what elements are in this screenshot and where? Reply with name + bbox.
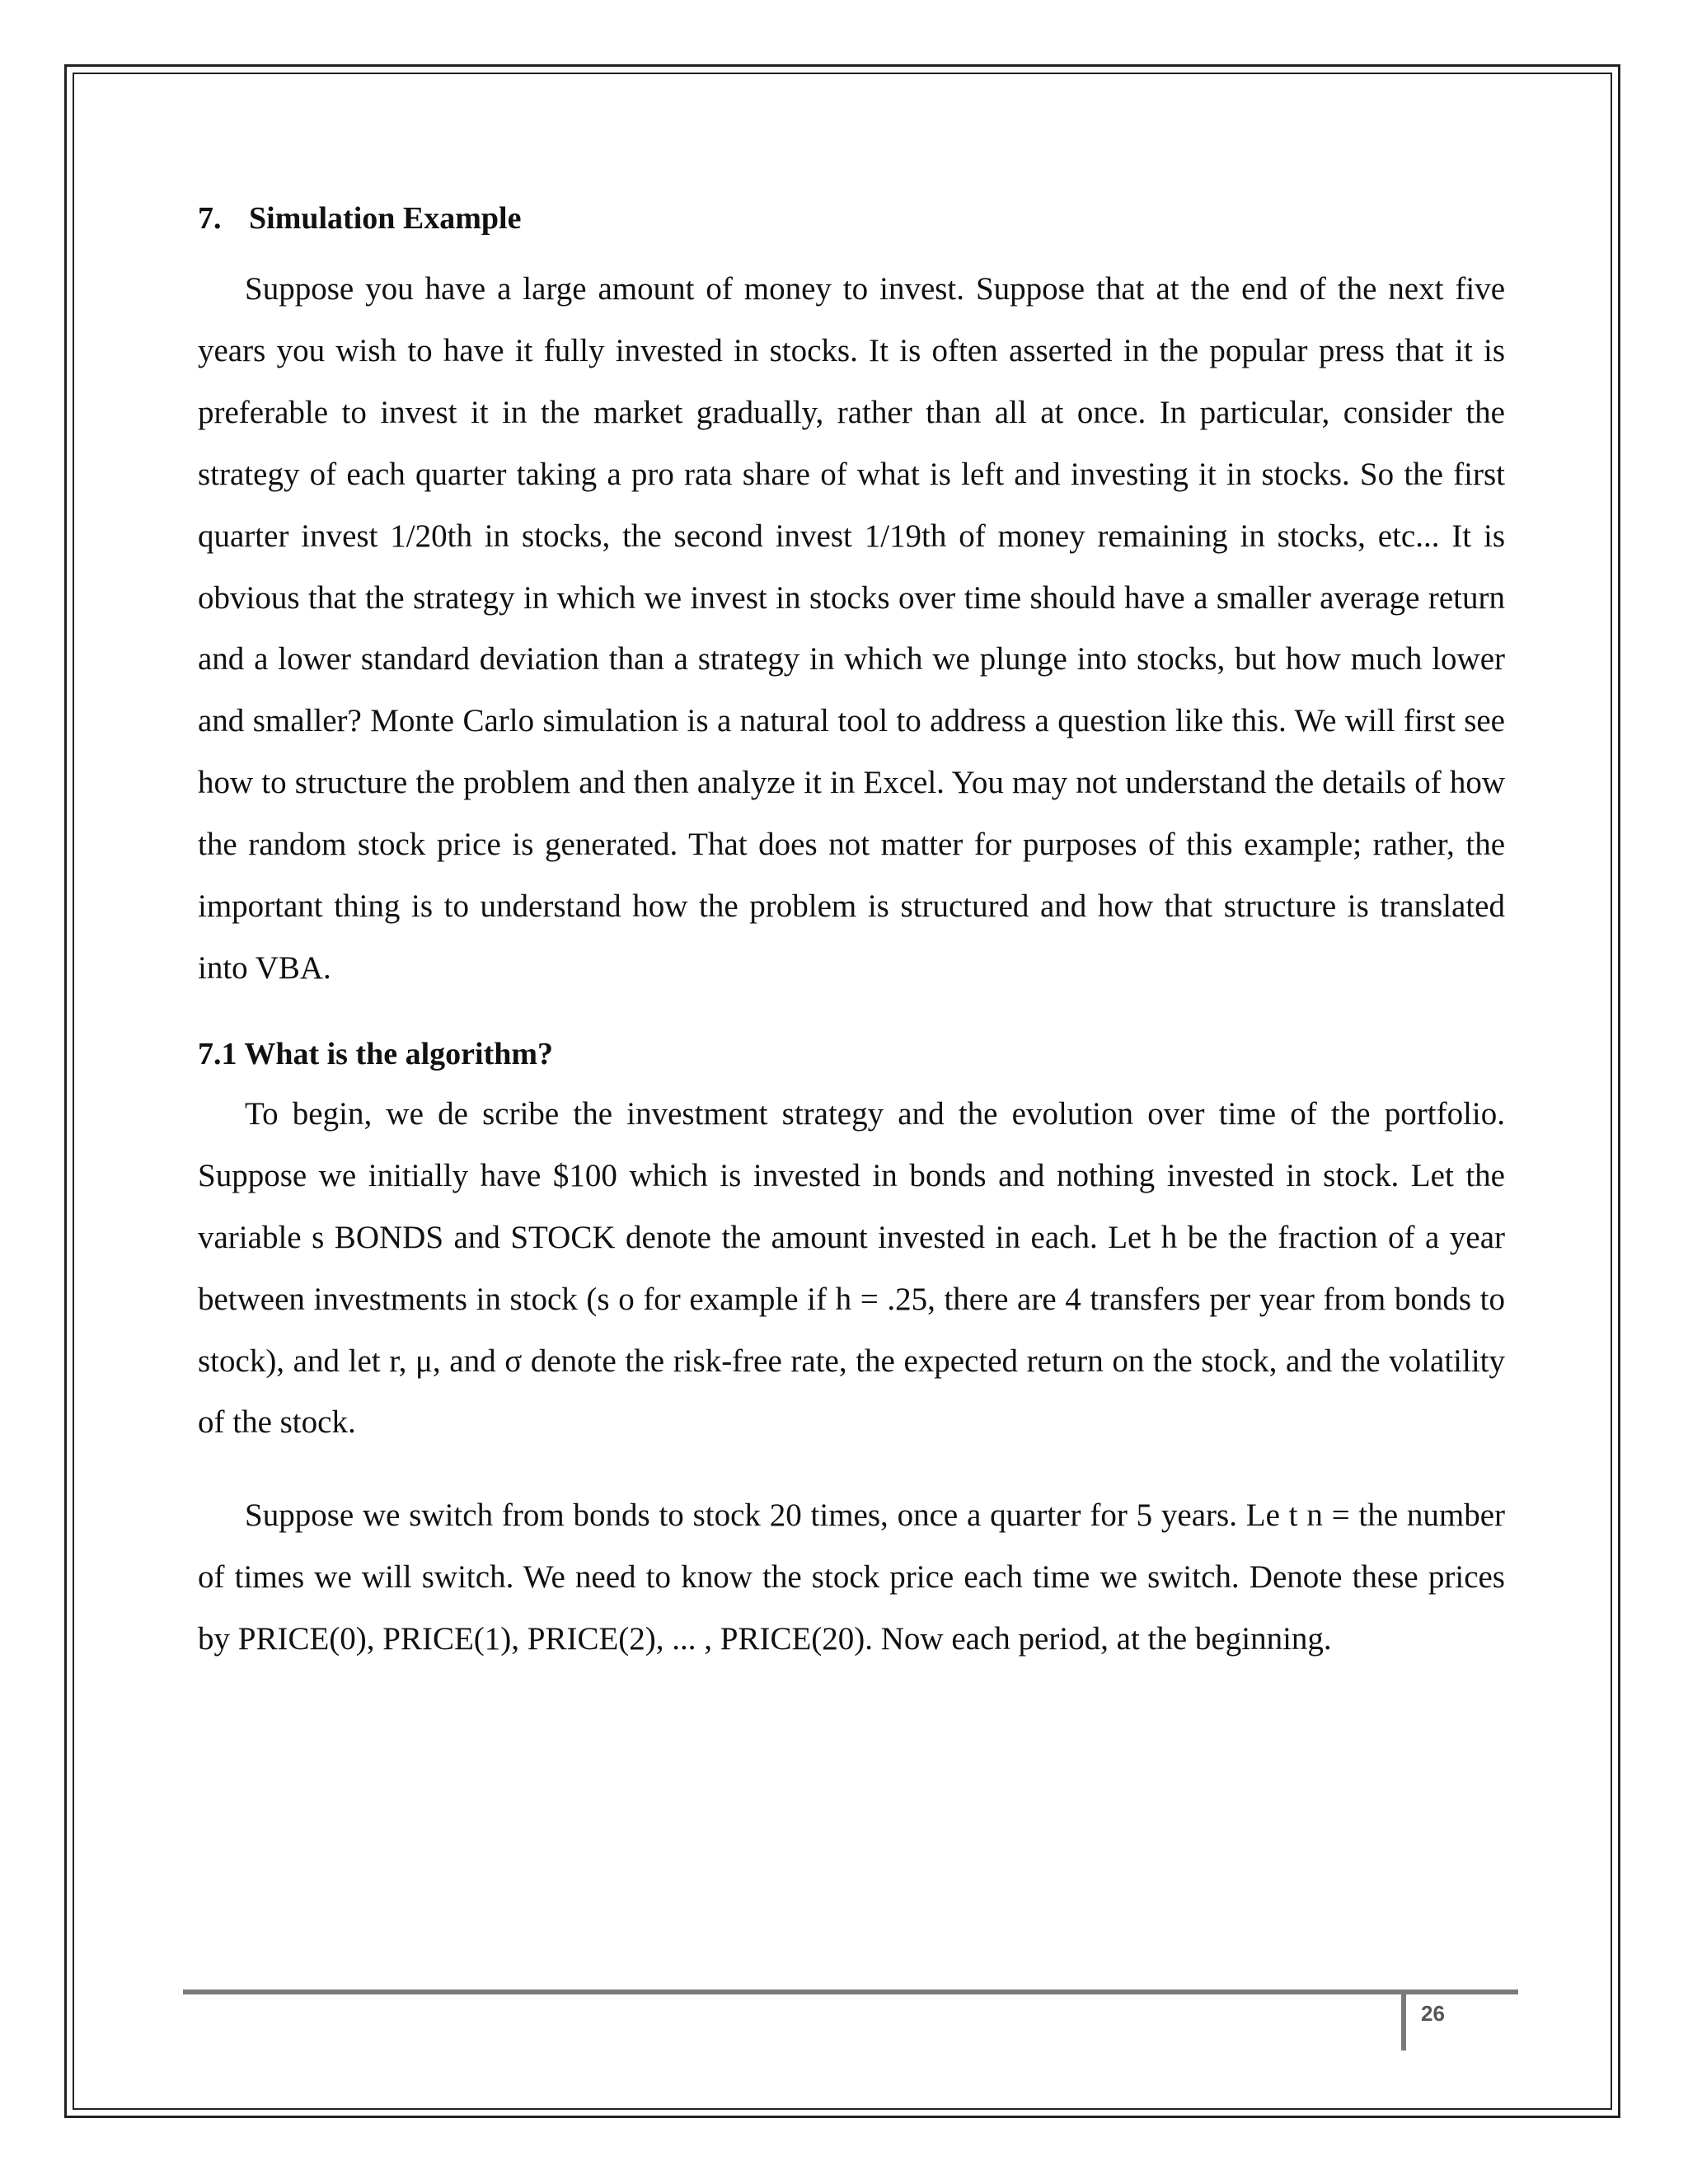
footer-rule-tick	[1401, 1990, 1406, 2050]
subsection-heading: 7.1 What is the algorithm?	[198, 1036, 554, 1071]
section-title: Simulation Example	[249, 201, 522, 236]
page-number: 26	[1421, 2001, 1445, 2026]
footer-rule	[183, 1990, 1518, 1994]
subsection-paragraph-2: Suppose we switch from bonds to stock 20 times, once a quarter for 5 years. Le t n = the number of times we will switch. We need to know the stock price each time we switch. Denote these prices by PRICE(0), PRICE(1), PRICE(2), ... , PRICE(20). Now each period, at the beginning.	[198, 1497, 1505, 1657]
section-heading	[198, 190, 1505, 247]
page-content	[198, 190, 1505, 1671]
subsection-paragraph-1: To begin, we de scribe the investment strategy and the evolution over time of the portfolio. Suppose we initially have $100 which is invested in bonds and nothing invested in stock. Let the variable s BONDS and STOCK denote the amount invested in each. Let h be the fraction of a year between investments in stock (s o for example if h = .25, there are 4 transfers per year from bonds to stock), and let r, μ, and σ denote the risk-free rate, the expected return on the stock, and the volatility of the stock.	[198, 1095, 1505, 1441]
section-paragraph: Suppose you have a large amount of money to invest. Suppose that at the end of the next five years you wish to have it fully invested in stocks. It is often asserted in the popular press that it is preferable to invest it in the market gradually, rather than all at once. In particular, consider the strategy of each quarter taking a pro rata share of what is left and investing it in stocks. So the first quarter invest 1/20th in stocks, the second invest 1/19th of money remaining in stocks, etc... It is obvious that the strategy in which we invest in stocks over time should have a smaller average return and a lower standard deviation than a strategy in which we plunge into stocks, but how much lower and smaller? Monte Carlo simulation is a natural tool to address a question like this. We will first see how to structure the problem and then analyze it in Excel. You may not understand the details of how the random stock price is generated. That does not matter for purposes of this example; rather, the important thing is to understand how the problem is structured and how that structure is translated into VBA.	[198, 271, 1505, 986]
section-number: 7.	[198, 201, 222, 236]
